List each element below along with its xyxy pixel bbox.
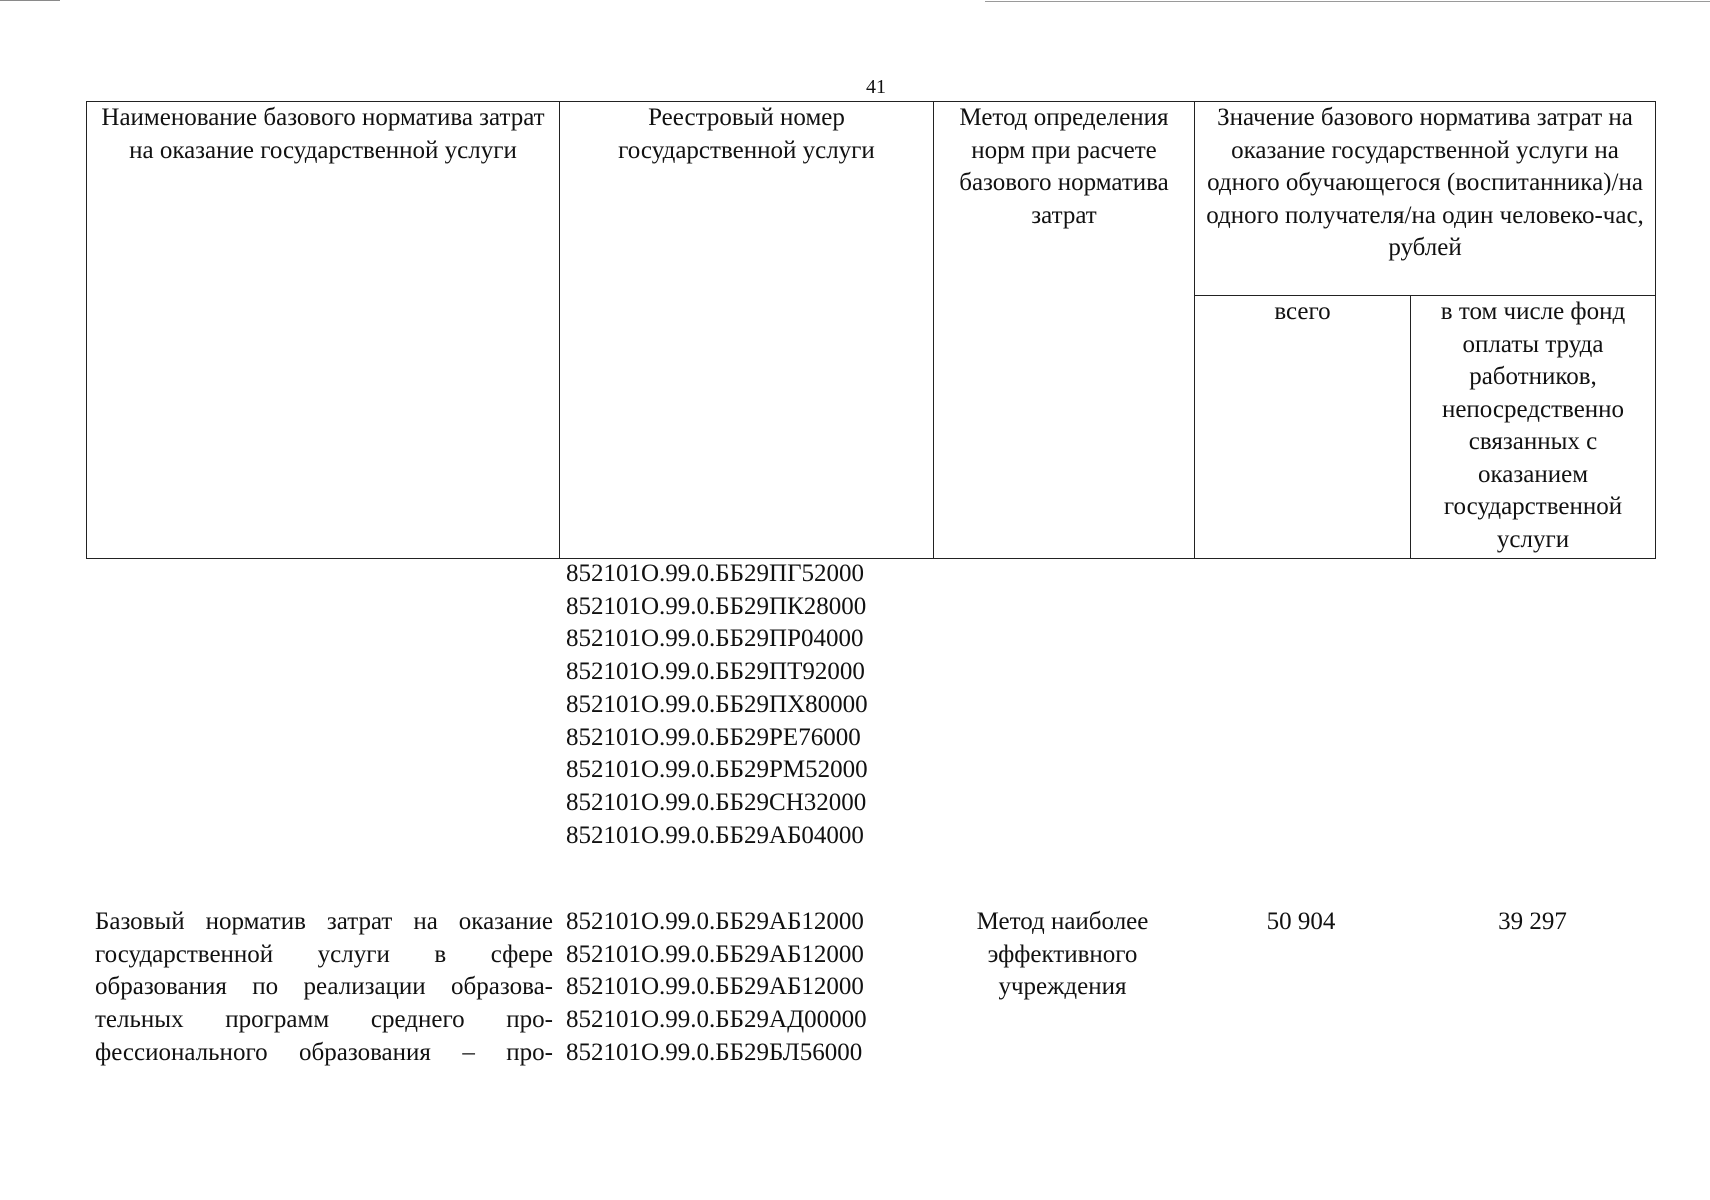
norm-name-cell xyxy=(95,906,553,1070)
registry-codes-continued xyxy=(566,558,936,852)
norm-name-line: фессионального образования – про- xyxy=(95,1038,553,1066)
registry-code: 852101О.99.0.ББ29ПТ92000 xyxy=(566,658,865,686)
header-norm-value: Значение базового норматива затрат на оказание государственной услуги на одного обучающегося (воспитанника)/на одного получателя/на один человеко-час, рублей xyxy=(1195,102,1656,296)
salary-fund-value: 39 297 xyxy=(1498,908,1567,935)
registry-code: 852101О.99.0.ББ29ПК28000 xyxy=(566,592,867,620)
method-cell: Метод наиболее эффективного учреждения xyxy=(976,908,1149,1001)
registry-code: 852101О.99.0.ББ29БЛ56000 xyxy=(566,1038,863,1066)
registry-code: 852101О.99.0.ББ29АБ12000 xyxy=(566,973,864,1001)
header-method: Метод определения норм при расчете базового норматива затрат xyxy=(934,102,1195,559)
header-salary-fund: в том числе фонд оплаты труда работников, непосредственно связанных с оказанием государственной услуги xyxy=(1411,296,1656,559)
registry-code: 852101О.99.0.ББ29АД00000 xyxy=(566,1006,867,1034)
norm-table-header xyxy=(86,101,1656,559)
norm-name-line: образования по реализации образова- xyxy=(95,973,553,1001)
registry-codes-cell xyxy=(566,906,936,1070)
header-registry-number: Реестровый номер государственной услуги xyxy=(560,102,934,559)
header-norm-name: Наименование базового норматива затрат на оказание государственной услуги xyxy=(87,102,560,559)
registry-code: 852101О.99.0.ББ29АБ12000 xyxy=(566,908,864,935)
scan-edge-line xyxy=(985,1,1710,2)
norm-name-line: Базовый норматив затрат на оказание xyxy=(95,908,553,935)
registry-code: 852101О.99.0.ББ29ПГ52000 xyxy=(566,560,865,587)
registry-code: 852101О.99.0.ББ29РМ52000 xyxy=(566,756,868,784)
registry-code: 852101О.99.0.ББ29ПР04000 xyxy=(566,625,864,653)
norm-name-line: государственной услуги в сфере xyxy=(95,940,553,968)
header-total: всего xyxy=(1195,296,1411,559)
registry-code: 852101О.99.0.ББ29СН32000 xyxy=(566,788,867,816)
norm-name-line: тельных программ среднего про- xyxy=(95,1006,553,1034)
registry-code: 852101О.99.0.ББ29АБ04000 xyxy=(566,821,864,849)
total-value: 50 904 xyxy=(1266,908,1336,935)
registry-code: 852101О.99.0.ББ29ПХ80000 xyxy=(566,690,868,718)
registry-code: 852101О.99.0.ББ29АБ12000 xyxy=(566,940,864,968)
page-number: 41 xyxy=(866,76,886,98)
scan-edge-line xyxy=(0,0,60,1)
registry-code: 852101О.99.0.ББ29РЕ76000 xyxy=(566,723,861,751)
